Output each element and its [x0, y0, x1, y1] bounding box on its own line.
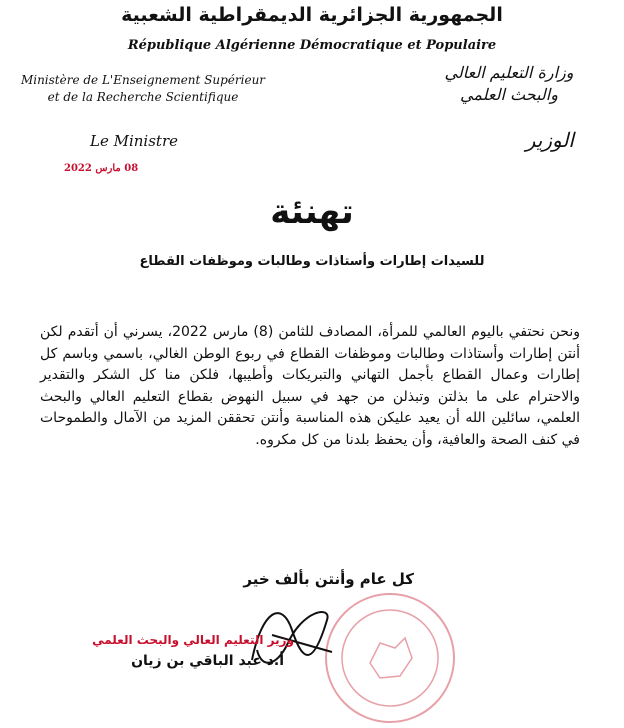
letter-paragraph: ونحن نحتفي باليوم العالمي للمرأة، المصادف للثامن (8) مارس 2022، يسرني أن أتقدم لكن أنتن إطارات وأستاذات وطالبات وموظفات القطاع في ربوع الوطن الغالي، باسمي وباسم كل إطارات وعمال القطاع بأجمل التهاني والتبريكات وأطيبها، فلكن منا كل الشكر والتقدير والاحترام على ما بذلتن وتبذلن من جهد في سبيل النهوض بقطاع التعليم العالي والبحث العلمي، سائلين الله أن يعيد عليكن هذه المناسبة وأنتن تحققن المزيد من الآمال والطموحات في كنف الصحة والعافية، وأن يحفظ بلدنا من كل مكروه.	[40, 324, 580, 448]
ministry-arabic-line1: وزارة التعليم العالي	[444, 63, 574, 82]
header-french-republic: République Algérienne Démocratique et Populaire	[127, 38, 497, 53]
minister-arabic: الوزير	[525, 128, 574, 152]
minister-french: Le Ministre	[90, 132, 178, 150]
ministry-arabic-line2: والبحث العلمي	[460, 85, 558, 104]
document-subtitle: للسيدات إطارات وأستاذات وطالبات وموظفات القطاع	[139, 254, 485, 269]
ministry-arabic	[424, 62, 594, 106]
signatory-title: وزير التعليم العالي والبحث العلمي	[92, 633, 294, 647]
header-arabic-republic: الجمهورية الجزائرية الديمقراطية الشعبية	[121, 4, 503, 26]
closing-greeting: كل عام وأنتن بألف خير	[243, 570, 414, 588]
date-stamp: 08 مارس 2022	[64, 163, 139, 174]
ministry-french	[18, 72, 268, 106]
ministry-french-line1: Ministère de L'Enseignement Supérieur	[20, 73, 266, 87]
document-title: تهنئة	[270, 192, 354, 232]
letter-body	[40, 322, 580, 452]
ministry-french-line2: et de la Recherche Scientifique	[47, 90, 239, 104]
signatory-name: أ.د عبد الباقي بن زيان	[131, 653, 284, 669]
